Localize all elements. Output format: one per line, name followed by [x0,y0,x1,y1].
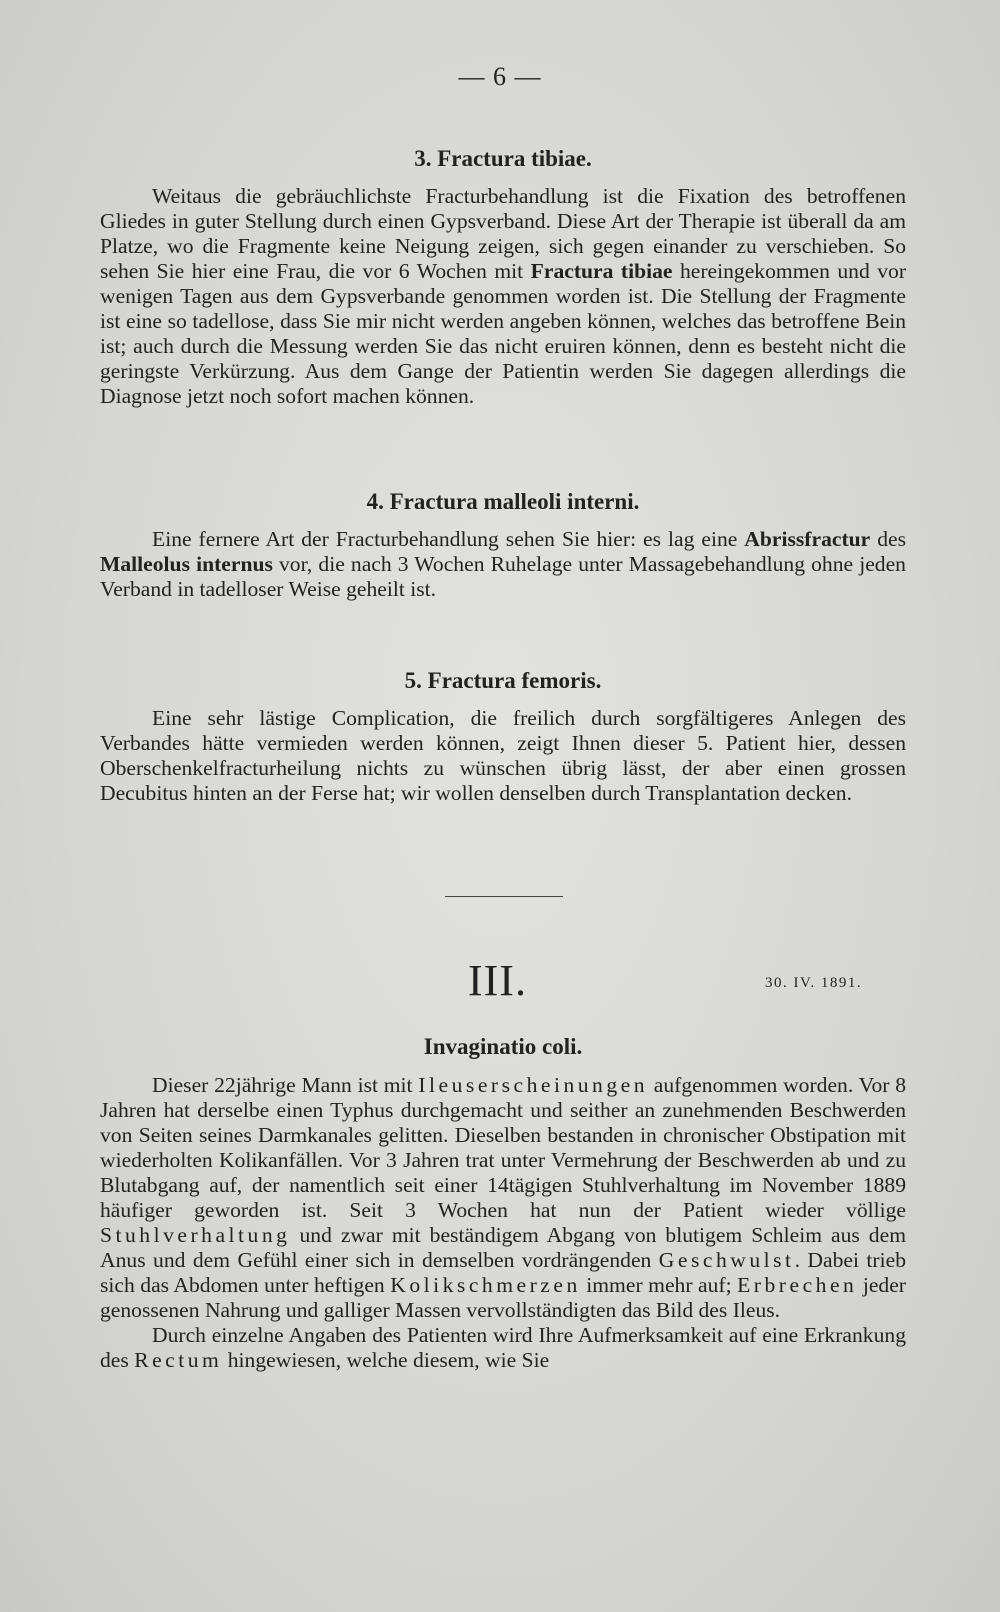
spaced-term: Erbrechen [737,1273,858,1297]
section-heading-fractura-tibiae: 3. Fractura tibiae. [414,146,592,171]
spaced-term: Stuhlverhaltung [100,1223,291,1247]
paragraph-fractura-tibiae [100,184,906,409]
text-run: . Dabei trieb sich das Abdomen unter heftigen [100,1248,906,1297]
text-run: aufgenommen worden. Vor 8 Jahren hat derselbe einen Typhus durchgemacht und seither an zunehmenden Beschwerden von Seiten seines Darmkanales gelitten. Dieselben bestanden in chronischer Obstipation mit wiederholten Kolikanfällen. Vor 3 Jahren trat unter Vermehrung der Beschwerden ab und zu Blutabgang auf, der namentlich seit einer 14tägigen Stuhlverhaltung im November 1889 häufiger geworden ist. Seit 3 Wochen hat nun der Patient wieder völlige [100,1073,906,1222]
text-run: und zwar mit beständigem Abgang von blutigem Schleim aus dem Anus und dem Gefühl einer sich in demselben vordrängenden [100,1223,906,1272]
lecture-number: III. [468,956,527,1005]
section-heading-fractura-femoris: 5. Fractura femoris. [404,668,602,693]
page-number: — 6 — [458,62,542,91]
paragraph-fractura-femoris [100,706,906,806]
text-run: jeder genossenen Nahrung und galliger Massen vervollständigten das Bild des Ileus. [100,1273,906,1322]
spaced-term: Rectum [134,1348,223,1372]
section-divider [445,896,563,897]
paragraph-fractura-malleoli [100,527,906,602]
text-run: Eine fernere Art der Fracturbehandlung sehen Sie hier: es lag eine [152,527,745,551]
text-run: des [870,527,906,551]
text-run: Weitaus die gebräuchlichste Fracturbehandlung ist die Fixation des betroffenen Gliedes in guter Stellung durch einen Gypsverband. Diese Art der Therapie ist überall da am Platze, wo die Fragmente keine Neigung zeigen, sich gegen einander zu verschieben. So sehen Sie hier eine Frau, die vor 6 Wochen mit [100,184,906,283]
text-run: immer mehr auf; [580,1273,738,1297]
section-heading-invaginatio-coli: Invaginatio coli. [423,1034,583,1059]
section-heading-fractura-malleoli: 4. Fractura malleoli interni. [366,489,640,514]
emphasis-term: Fractura tibiae [530,259,673,283]
paragraph-text [100,1073,906,1323]
spaced-term: Ileuserscheinungen [418,1073,649,1097]
text-run: hereingekommen und vor wenigen Tagen aus dem Gypsverbande genommen worden ist. Die Stellung der Fragmente ist eine so tadellose, dass Sie mir nicht werden angeben können, welches das betroffene Bein ist; auch durch die Messung werden Sie das nicht eruiren können, denn es besteht nicht die geringste Verkürzung. Aus dem Gange der Patientin werden Sie dagegen allerdings die Diagnose jetzt noch sofort machen können. [100,259,907,408]
emphasis-term: Malleolus internus [100,552,273,576]
spaced-term: Kolikschmerzen [390,1273,581,1297]
paragraph-text [100,184,906,409]
text-run: Dieser 22jährige Mann ist mit [152,1073,419,1097]
paragraph-text [100,1323,906,1373]
text-run: Durch einzelne Angaben des Patienten wird Ihre Aufmerksamkeit auf eine Erkrankung des [100,1323,906,1372]
paragraph-text [100,706,906,806]
emphasis-term: Abrissfractur [744,527,871,551]
paragraph-text [100,527,906,602]
lecture-date: 30. IV. 1891. [765,975,863,991]
spaced-term: Geschwulst [658,1248,795,1272]
text-run: Eine sehr lästige Complication, die freilich durch sorgfältigeres Anlegen des Verbandes hätte vermieden werden können, zeigt Ihnen dieser 5. Patient hier, dessen Oberschenkelfracturheilung nichts zu wünschen übrig lässt, der aber einen grossen Decubitus hinten an der Ferse hat; wir wollen denselben durch Transplantation decken. [100,706,906,805]
text-run: vor, die nach 3 Wochen Ruhelage unter Massagebehandlung ohne jeden Verband in tadelloser Weise geheilt ist. [100,552,906,601]
paragraph-invaginatio-coli [100,1073,906,1373]
text-run: hingewiesen, welche diesem, wie Sie [222,1348,550,1372]
